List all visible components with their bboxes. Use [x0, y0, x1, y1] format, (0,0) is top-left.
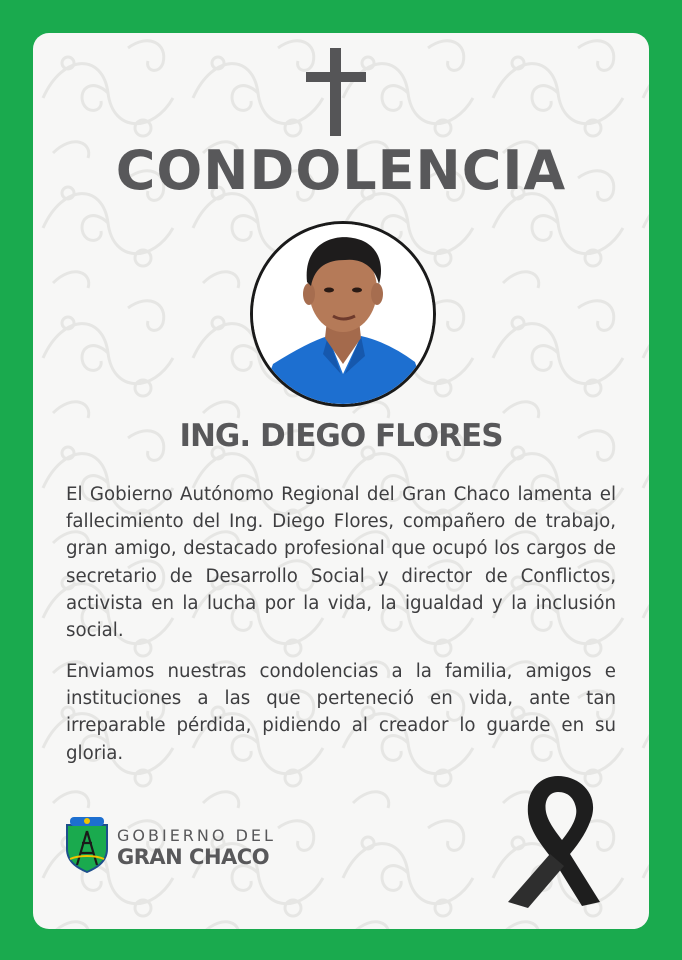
portrait-photo	[250, 221, 436, 407]
logo-line-1: GOBIERNO DEL	[117, 826, 276, 845]
mourning-ribbon-icon	[500, 770, 610, 910]
deceased-name: ING. DIEGO FLORES	[179, 418, 503, 454]
gran-chaco-wordmark	[117, 826, 276, 868]
logo-line-2: GRAN CHACO	[117, 845, 270, 869]
condolence-paragraph-2: Enviamos nuestras condolencias a la familia, amigos e instituciones a las que perteneció en vida, ante tan irreparable pérdida, pidiendo al creador lo guarde en su gloria.	[66, 661, 616, 764]
page-title: CONDOLENCIA	[115, 139, 567, 202]
cross-icon	[306, 48, 366, 136]
gran-chaco-emblem-icon	[64, 815, 110, 873]
condolence-paragraph-1: El Gobierno Autónomo Regional del Gran Chaco lamenta el fallecimiento del Ing. Diego Flores, compañero de trabajo, gran amigo, destacado profesional que ocupó los cargos de secretario de Desarrollo Social y director de Conflictos, activista en la lucha por la vida, la igualdad y la inclusión social.	[66, 484, 616, 642]
